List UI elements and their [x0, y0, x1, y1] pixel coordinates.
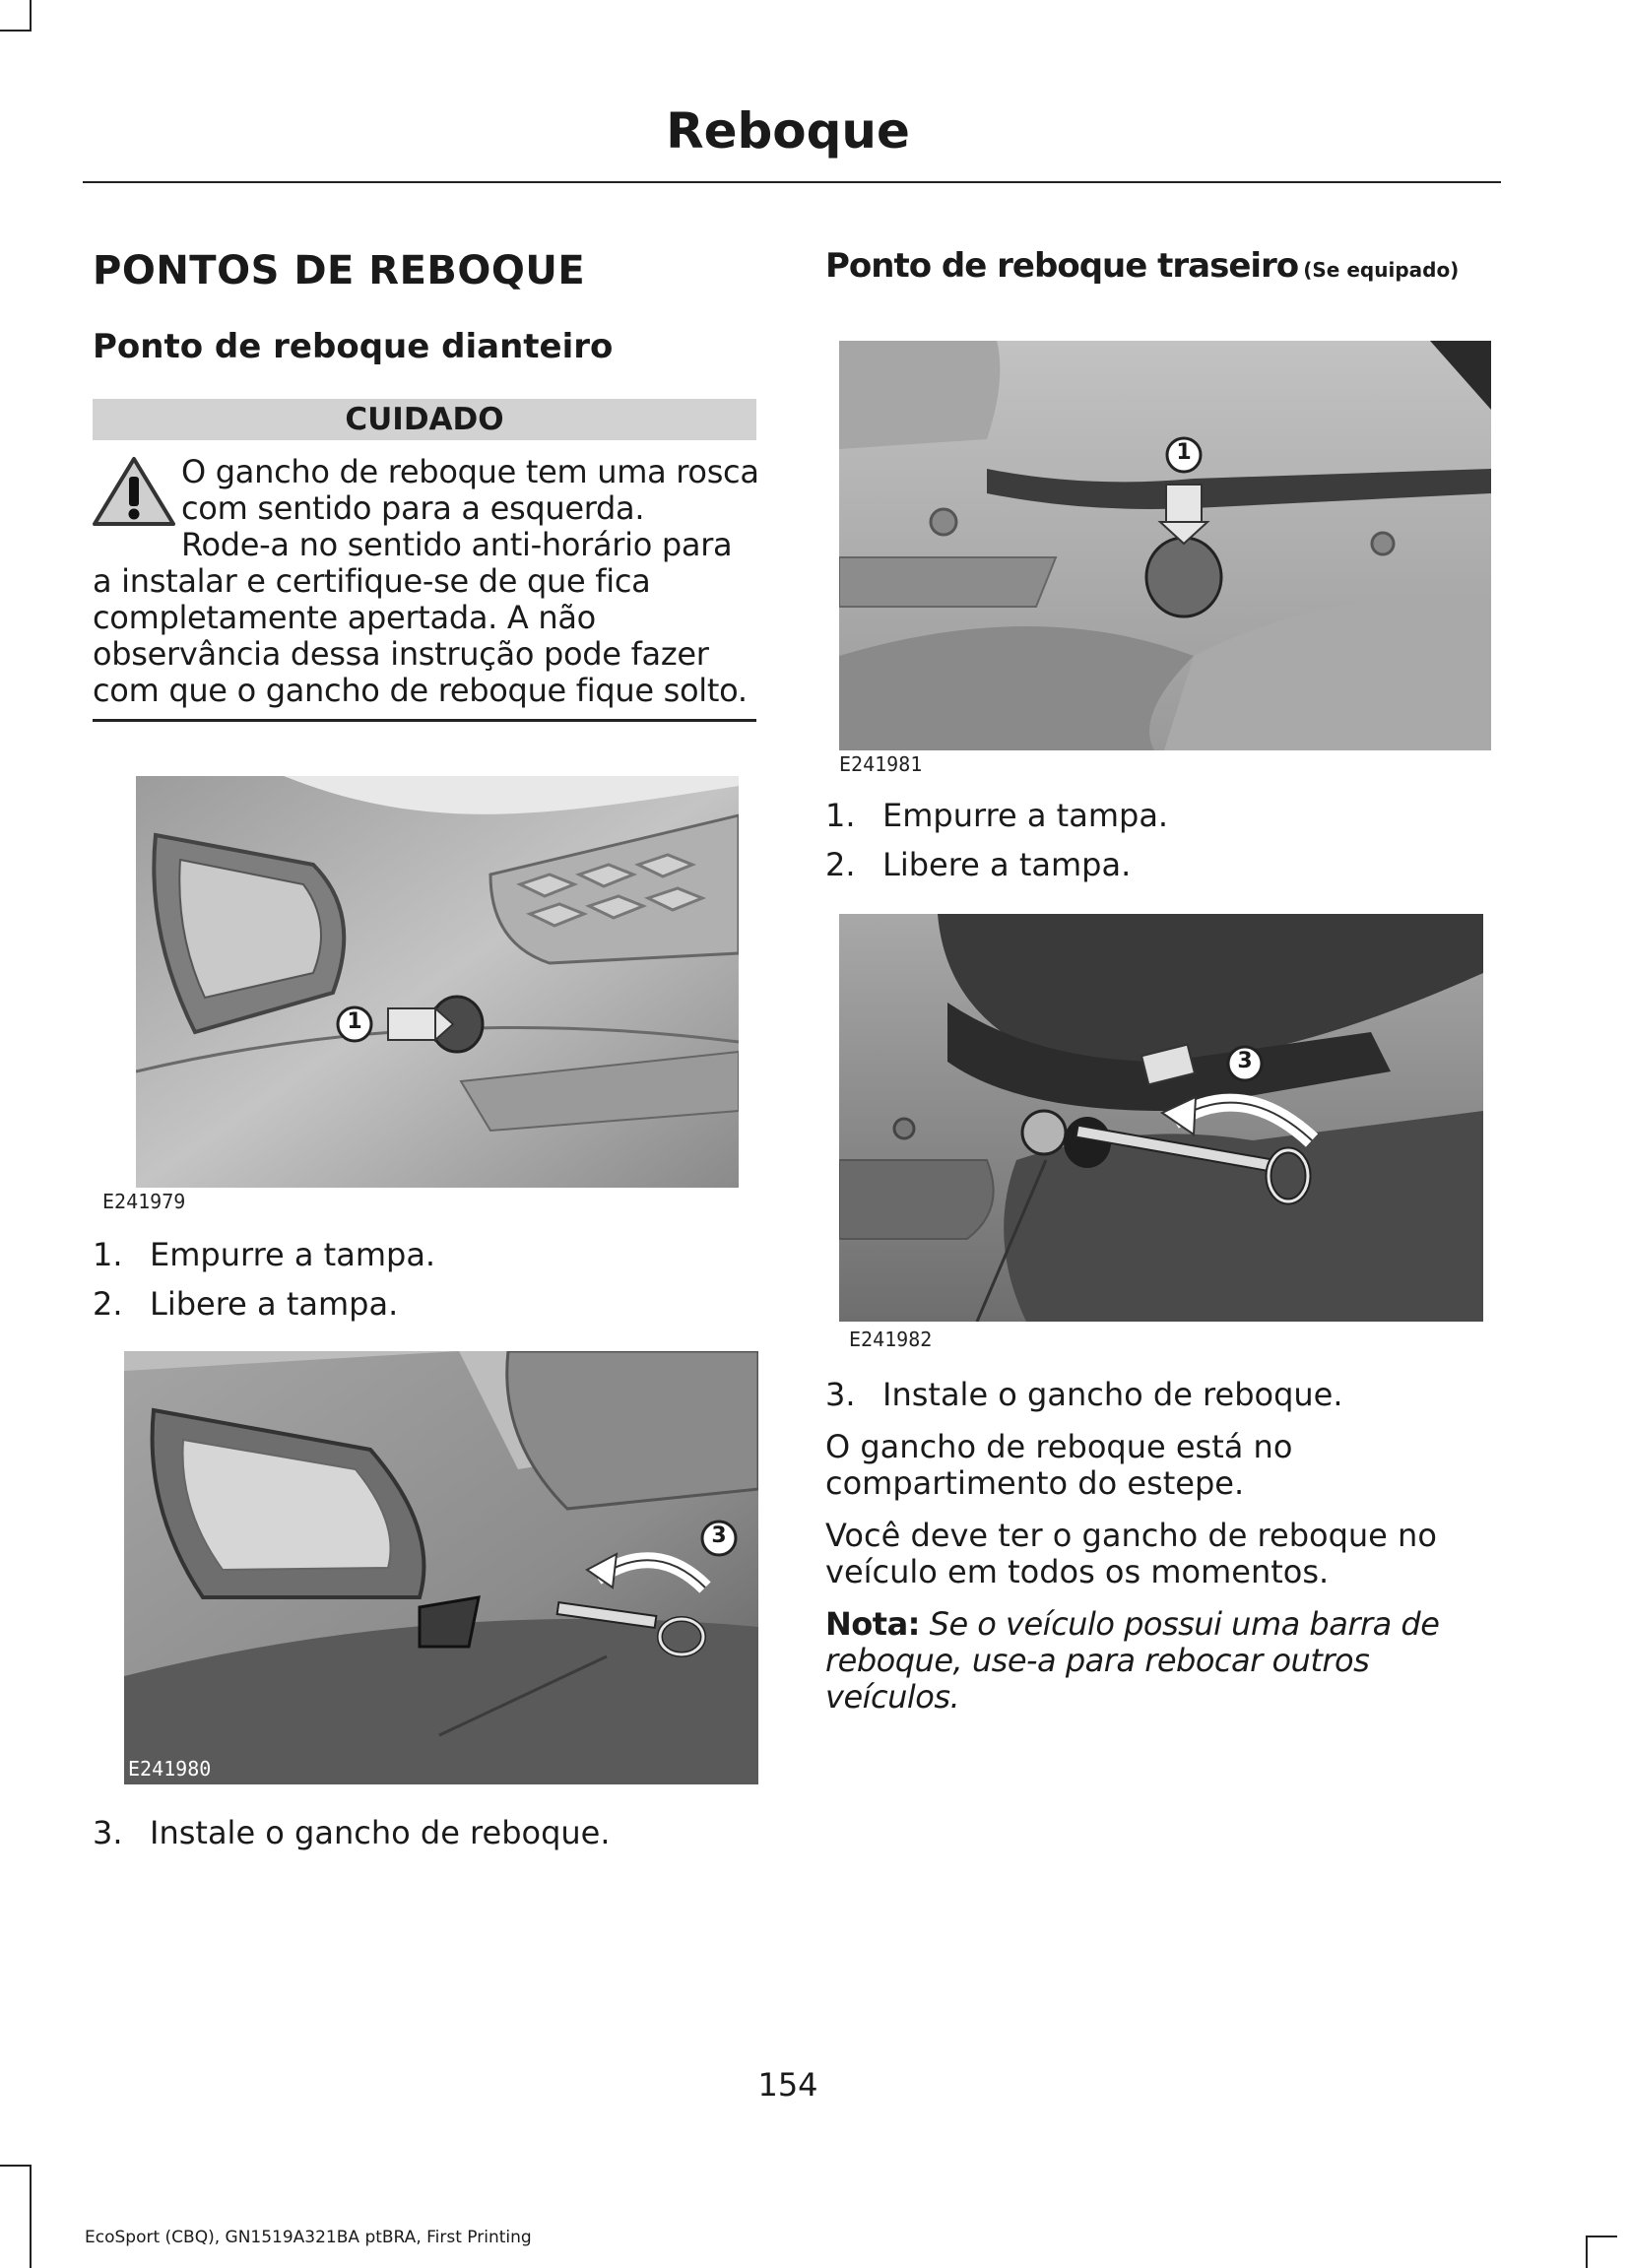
caution-line: Rode-a no sentido anti-horário para: [181, 526, 733, 563]
subsection-title-rear: [825, 246, 1459, 286]
caution-label: CUIDADO: [93, 399, 756, 440]
paragraph-line: O gancho de reboque está no: [825, 1428, 1293, 1465]
caution-line: com que o gancho de reboque fique solto.: [93, 672, 748, 709]
rear-hook-illustration: [839, 914, 1483, 1322]
note-text: reboque, use-a para rebocar outros veículos.: [825, 1642, 1370, 1716]
figure-id-label: E241982: [849, 1328, 933, 1351]
caution-line: com sentido para a esquerda.: [181, 489, 645, 527]
figure-rear-tow-hook: [839, 914, 1483, 1322]
step-item: [93, 1284, 398, 1324]
caution-line: observância dessa instrução pode fazer: [93, 635, 709, 673]
figure-id-label: E241981: [839, 752, 923, 776]
subsection-title-rear-main: Ponto de reboque traseiro: [825, 246, 1299, 286]
step-text: Empurre a tampa.: [150, 1236, 436, 1273]
figure-id-label: E241980: [128, 1757, 212, 1781]
note-text: Se o veículo possui uma barra de: [929, 1605, 1440, 1643]
step-text: Libere a tampa.: [150, 1285, 399, 1323]
paragraph-line: compartimento do estepe.: [825, 1464, 1245, 1502]
step-item: [93, 1235, 435, 1274]
front-hook-illustration: [124, 1351, 758, 1784]
front-bumper-illustration: [136, 776, 739, 1188]
paragraph-line: veículo em todos os momentos.: [825, 1553, 1330, 1590]
step-number: 3.: [825, 1376, 856, 1413]
caution-line: O gancho de reboque tem uma rosca: [181, 453, 759, 490]
figure-callout: 3: [1237, 1049, 1253, 1073]
step-item: [825, 1375, 1343, 1414]
figure-front-tow-cover: [136, 776, 739, 1188]
step-number: 1.: [825, 797, 856, 834]
rear-bumper-illustration: [839, 341, 1491, 750]
crop-mark-bottom-left-v: [30, 2167, 32, 2268]
step-number: 1.: [93, 1236, 123, 1273]
crop-mark-top-left-h: [0, 30, 32, 32]
header-rule: [83, 181, 1501, 183]
step-item: [825, 796, 1168, 835]
crop-mark-bottom-right-v: [1586, 2236, 1588, 2268]
figure-callout: 1: [347, 1009, 362, 1034]
caution-line: completamente apertada. A não: [93, 599, 596, 636]
figure-front-tow-hook: [124, 1351, 758, 1784]
step-text: Instale o gancho de reboque.: [882, 1376, 1343, 1413]
paragraph-hook-always: [825, 1518, 1505, 1590]
crop-mark-bottom-right-h: [1588, 2236, 1617, 2237]
footer-text: EcoSport (CBQ), GN1519A321BA ptBRA, First Printing: [85, 2228, 532, 2247]
figure-callout: 3: [711, 1523, 727, 1548]
paragraph-hook-location: [825, 1429, 1505, 1502]
page-header-title: Reboque: [666, 102, 910, 160]
step-number: 3.: [93, 1814, 123, 1851]
subsection-title-rear-suffix: (Se equipado): [1303, 258, 1460, 282]
figure-rear-tow-cover: [839, 341, 1491, 750]
step-item: [93, 1813, 611, 1852]
paragraph-line: Você deve ter o gancho de reboque no: [825, 1517, 1437, 1554]
step-number: 2.: [93, 1285, 123, 1323]
step-text: Empurre a tampa.: [882, 797, 1169, 834]
crop-mark-top-left-v: [30, 0, 32, 32]
note: [825, 1606, 1505, 1716]
caution-rule: [93, 719, 756, 722]
figure-id-label: E241979: [102, 1190, 186, 1213]
section-title: PONTOS DE REBOQUE: [93, 248, 586, 293]
step-item: [825, 845, 1131, 884]
crop-mark-bottom-left-h: [0, 2165, 32, 2167]
subsection-title-front: Ponto de reboque dianteiro: [93, 327, 614, 366]
note-label: Nota:: [825, 1605, 920, 1643]
page-number: 154: [757, 2066, 818, 2104]
step-number: 2.: [825, 846, 856, 883]
step-text: Libere a tampa.: [882, 846, 1132, 883]
caution-text: [93, 454, 762, 709]
figure-callout: 1: [1176, 440, 1192, 465]
step-text: Instale o gancho de reboque.: [150, 1814, 611, 1851]
caution-line: a instalar e certifique-se de que fica: [93, 562, 651, 600]
